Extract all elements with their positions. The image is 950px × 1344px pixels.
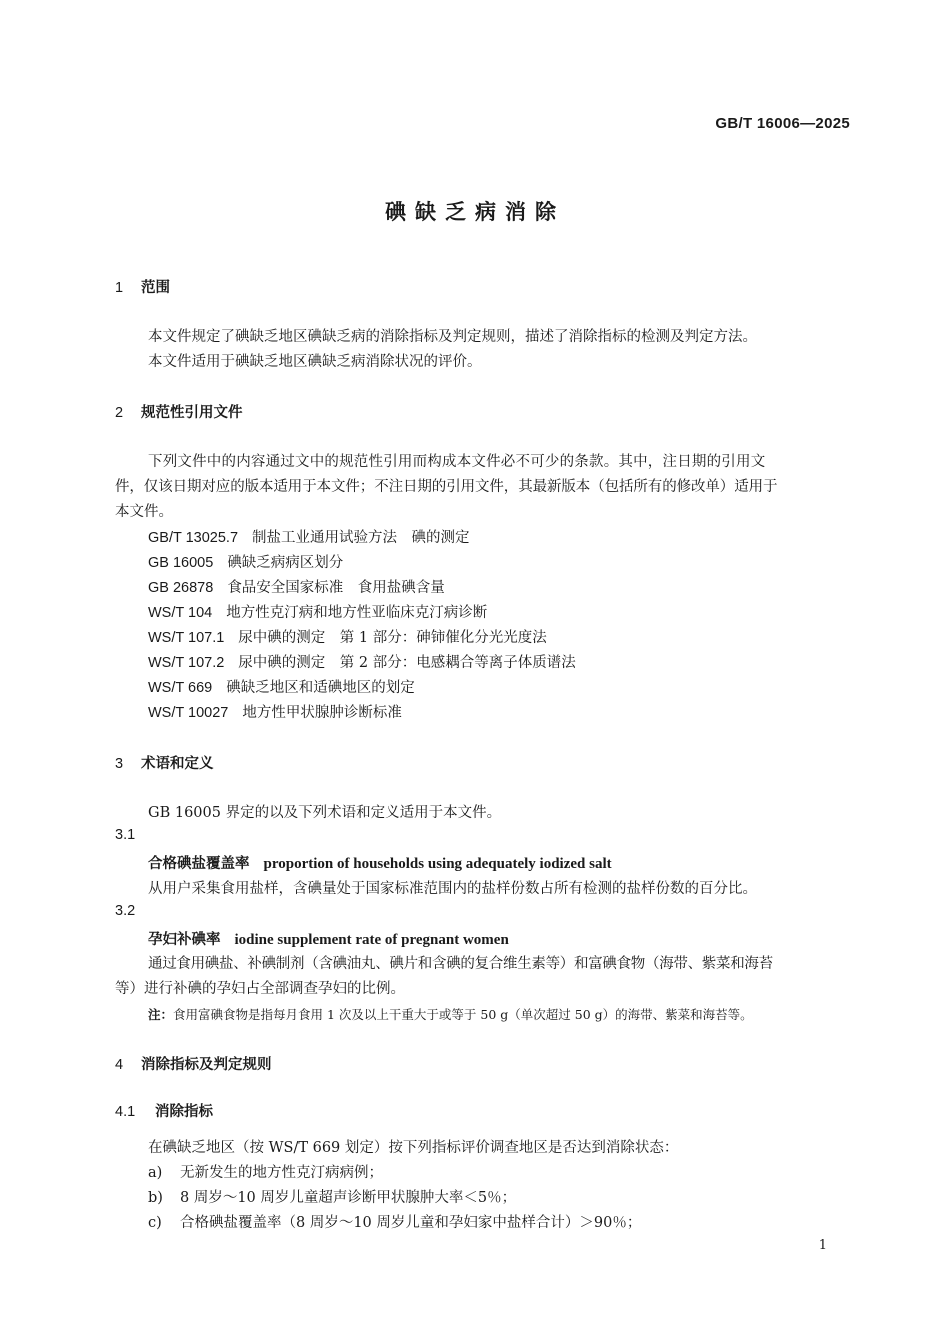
note-label: 注： xyxy=(148,1007,174,1022)
paragraph: 在碘缺乏地区（按 WS/T 669 划定）按下列指标评价调查地区是否达到消除状态： xyxy=(148,1140,679,1156)
section-title: 范围 xyxy=(141,280,170,296)
term-heading xyxy=(148,852,612,873)
term-english: proportion of households using adequately iodized salt xyxy=(263,856,612,872)
subsection-title: 消除指标 xyxy=(155,1104,213,1120)
paragraph: 本文件适用于碘缺乏地区碘缺乏病消除状况的评价。 xyxy=(148,354,482,370)
term-chinese: 孕妇补碘率 xyxy=(148,932,221,948)
term-chinese: 合格碘盐覆盖率 xyxy=(148,856,250,872)
list-marker: c) xyxy=(148,1215,162,1231)
term-number: 3.2 xyxy=(115,903,136,919)
note-text: 食用富碘食物是指每月食用 1 次及以上干重大于或等于 50 g（单次超过 50 g）的海带、紫菜和海苔等。 xyxy=(173,1007,753,1022)
reference-title: 食品安全国家标准 食用盐碘含量 xyxy=(227,580,445,596)
reference-item xyxy=(148,676,415,697)
reference-item xyxy=(148,526,470,547)
page-number: 1 xyxy=(818,1238,827,1253)
list-text: 无新发生的地方性克汀病病例； xyxy=(180,1165,383,1181)
section-2-heading xyxy=(115,401,243,422)
reference-title: 地方性甲状腺肿诊断标准 xyxy=(242,705,402,721)
reference-title: 尿中碘的测定 第 1 部分：砷铈催化分光光度法 xyxy=(238,630,547,646)
term-definition-line: 通过食用碘盐、补碘制剂（含碘油丸、碘片和含碘的复合维生素等）和富碘食物（海带、紫菜和海苔 xyxy=(148,956,773,972)
reference-code: WS/T 107.2 xyxy=(148,655,225,671)
subsection-number: 4.1 xyxy=(115,1104,136,1120)
section-number: 2 xyxy=(115,405,124,421)
reference-title: 碘缺乏地区和适碘地区的划定 xyxy=(226,680,415,696)
list-marker: b) xyxy=(148,1190,163,1206)
term-english: iodine supplement rate of pregnant women xyxy=(234,932,509,948)
list-item xyxy=(148,1186,516,1207)
reference-item xyxy=(148,576,445,597)
note xyxy=(148,1005,753,1023)
reference-item xyxy=(148,601,487,622)
section-title: 规范性引用文件 xyxy=(141,405,243,421)
section-number: 1 xyxy=(115,280,124,296)
section-title: 术语和定义 xyxy=(141,756,214,772)
reference-title: 尿中碘的测定 第 2 部分：电感耦合等离子体质谱法 xyxy=(238,655,576,671)
term-number: 3.1 xyxy=(115,827,136,843)
reference-item xyxy=(148,551,343,572)
reference-code: GB/T 13025.7 xyxy=(148,530,239,546)
standard-number: GB/T 16006—2025 xyxy=(715,115,850,132)
paragraph: GB 16005 界定的以及下列术语和定义适用于本文件。 xyxy=(148,805,502,821)
list-item xyxy=(148,1211,641,1232)
list-text: 8 周岁～10 周岁儿童超声诊断甲状腺肿大率＜5％； xyxy=(180,1190,517,1206)
document-title: 碘缺乏病消除 xyxy=(385,200,565,224)
reference-code: GB 16005 xyxy=(148,555,214,571)
paragraph-line: 本文件。 xyxy=(115,504,173,520)
section-3-heading xyxy=(115,752,214,773)
section-title: 消除指标及判定规则 xyxy=(141,1057,272,1073)
section-number: 4 xyxy=(115,1057,124,1073)
section-number: 3 xyxy=(115,756,124,772)
reference-title: 地方性克汀病和地方性亚临床克汀病诊断 xyxy=(226,605,488,621)
reference-title: 碘缺乏病病区划分 xyxy=(227,555,344,571)
term-definition-line: 等）进行补碘的孕妇占全部调查孕妇的比例。 xyxy=(115,981,405,997)
reference-item xyxy=(148,626,547,647)
term-heading xyxy=(148,928,509,949)
reference-code: WS/T 10027 xyxy=(148,705,229,721)
reference-code: GB 26878 xyxy=(148,580,214,596)
paragraph: 本文件规定了碘缺乏地区碘缺乏病的消除指标及判定规则，描述了消除指标的检测及判定方法。 xyxy=(148,329,757,345)
reference-item xyxy=(148,701,402,722)
reference-item xyxy=(148,651,576,672)
list-item xyxy=(148,1161,383,1182)
list-marker: a) xyxy=(148,1165,163,1181)
paragraph-line: 件，仅该日期对应的版本适用于本文件；不注日期的引用文件，其最新版本（包括所有的修改单）适用于 xyxy=(115,479,778,495)
section-1-heading xyxy=(115,276,170,297)
paragraph-line: 下列文件中的内容通过文中的规范性引用而构成本文件必不可少的条款。其中，注日期的引用文 xyxy=(148,454,766,470)
list-text: 合格碘盐覆盖率（8 周岁～10 周岁儿童和孕妇家中盐样合计）＞90％； xyxy=(180,1215,642,1231)
reference-code: WS/T 107.1 xyxy=(148,630,225,646)
term-definition: 从用户采集食用盐样，含碘量处于国家标准范围内的盐样份数占所有检测的盐样份数的百分比。 xyxy=(148,881,757,897)
reference-title: 制盐工业通用试验方法 碘的测定 xyxy=(252,530,470,546)
subsection-4-1-heading xyxy=(115,1100,213,1121)
reference-code: WS/T 104 xyxy=(148,605,213,621)
section-4-heading xyxy=(115,1053,272,1074)
reference-code: WS/T 669 xyxy=(148,680,213,696)
